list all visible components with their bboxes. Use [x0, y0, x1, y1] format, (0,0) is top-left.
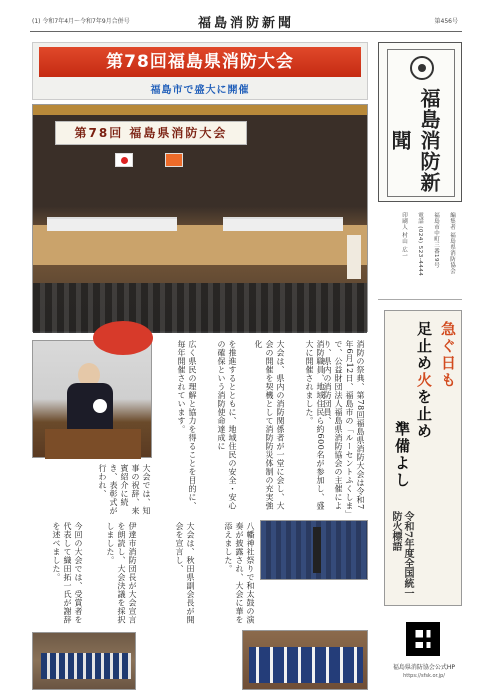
article-col-5: 広く県民の理解と協力を得ることを目的に、毎年開催されています。 [177, 340, 197, 510]
stage-floor [33, 225, 367, 265]
editor-info [378, 208, 462, 300]
masthead [30, 10, 462, 32]
qr-code-icon[interactable] [406, 622, 440, 656]
side-banner [347, 235, 361, 279]
slogan-text-2b: を止め [415, 389, 433, 440]
article-col-10: 今回の大会では、受賞者を代表して織田拓一氏が謝辞を述べました。 [52, 522, 83, 624]
article-col-2: 消防職員、地域住民ら約600名が参加し、盛大に開催されました。 [305, 340, 325, 510]
logo-title: 福島消防新聞 [388, 87, 441, 193]
headline-title: 第78回福島県消防大会 [39, 47, 361, 77]
stage-banner: 第78回 福島県消防大会 [55, 121, 247, 145]
slogan-line-2 [413, 321, 435, 551]
paper-title: 福島消防新聞 [197, 16, 294, 31]
article-col-3: 大会は、県内の消防関係者が一堂に会し、大会の開催を契機として消防防災体制の充実強化 [254, 340, 285, 510]
article-col-7: 八幡神社祭りで和太鼓の演奏が披露され、大会に華を添えました。 [224, 522, 255, 624]
head-table-left [47, 217, 177, 231]
slogan-text-1: 急ぐ日も [439, 321, 457, 389]
article-col-1: 消防の祭典、第78回福島県消防大会は令和7年6月12日、福島市の「ルーセントふくしま」で、公益財団法人福島県消防協会の主催により、県内の消防団員、 [323, 340, 365, 515]
prefecture-flag-icon [165, 153, 183, 167]
editor-line-3: 電話 (024) 523-4444 [417, 212, 423, 277]
head-table-right [223, 217, 343, 231]
headline-box [32, 42, 368, 100]
page-info: (1) 令和7年4月～令和7年9月合併号 [32, 18, 130, 25]
curtain [33, 105, 367, 115]
article [32, 340, 368, 692]
audience [33, 283, 367, 333]
parade-photo [32, 632, 136, 690]
newspaper-logo [378, 42, 462, 202]
qr-url-link[interactable]: https://sfsk.or.jp/ [403, 673, 445, 679]
speaker-photo [32, 340, 152, 458]
red-backdrop [93, 321, 153, 355]
editor-line-1: 編集者 福島県消防協会 [449, 212, 455, 275]
article-col-8: 大会は、秋田県副会長が開会を宣言し、 [175, 522, 195, 624]
article-col-4: を推進するとともに、地域住民の安全・安心の確保という消防使命達成に [217, 340, 237, 510]
main-photo [32, 104, 368, 332]
corsage-icon [93, 399, 107, 413]
editor-line-2: 福島市中町三番19号 [433, 212, 439, 268]
article-col-6: 大会では、知事の祝辞、来賓紹介に続き、表彰式が行われ、 [98, 464, 151, 515]
japan-flag-icon [115, 153, 133, 167]
slogan-text-3: 準備よし [393, 421, 411, 489]
slogan-text-2a: 足止め [415, 321, 433, 372]
headline-subtitle: 福島市で盛大に開催 [150, 85, 250, 96]
ceremony-photo [260, 520, 368, 580]
qr-label: 福島県消防協会公式HP [392, 664, 456, 671]
slogan-caption: 令和7年度全国統一防火標語 [390, 511, 413, 598]
logo-frame [387, 49, 455, 197]
fire-emblem-icon [410, 56, 434, 80]
issue-number: 第456号 [434, 18, 458, 25]
band-photo [242, 630, 368, 690]
slogan-fire-char: 火 [415, 372, 433, 389]
article-col-9: 伊達市消防団長が大会宣言を朗読し、大会決議を採択しました。 [106, 522, 137, 624]
podium [45, 429, 141, 459]
fire-prevention-slogan [384, 310, 462, 606]
sidebar [378, 42, 462, 692]
slogan-line-1 [437, 321, 459, 551]
editor-line-4: 印刷人 村山 広一 [401, 212, 407, 259]
main-column [32, 42, 368, 692]
